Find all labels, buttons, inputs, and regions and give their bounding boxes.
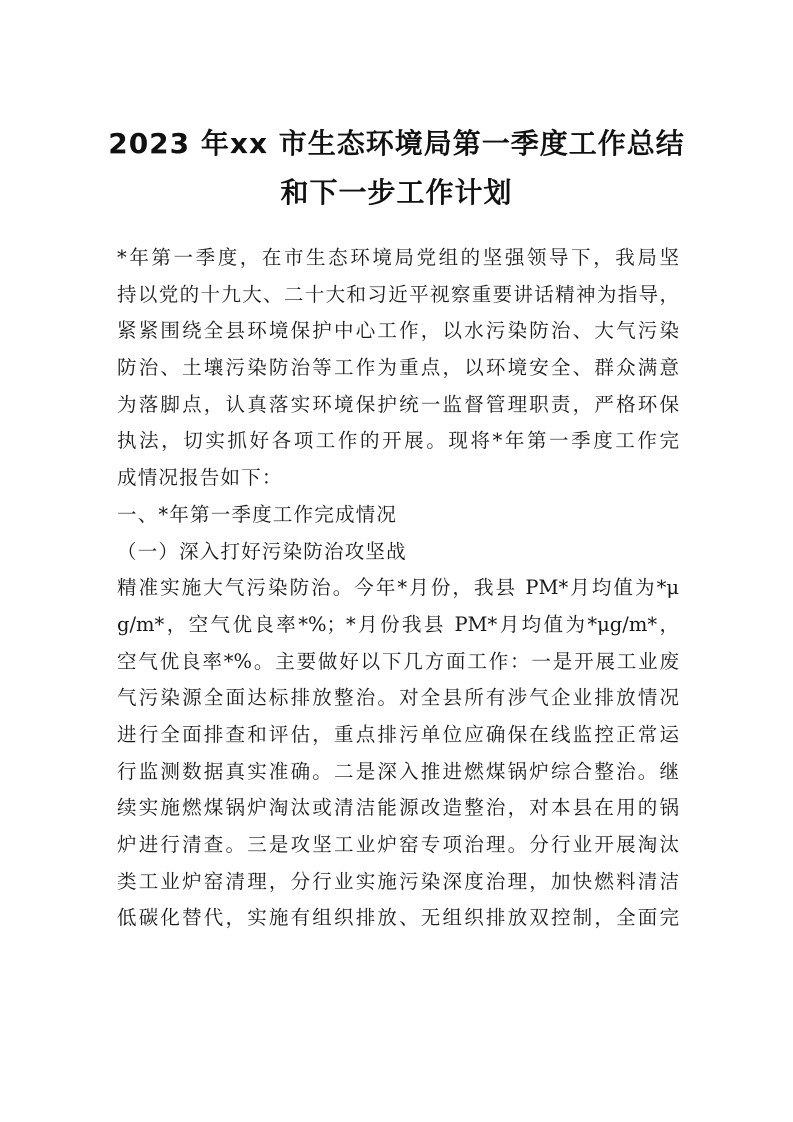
document-body [117,240,679,937]
body-line-14: 进行全面排查和评估，重点排污单位应确保在线监控正常运 [117,722,679,746]
body-line-11: g/m*，空气优良率*%；*月份我县 PM*月均值为*μg/m*， [117,612,679,636]
body-line-6: 执法，切实抓好各项工作的开展。现将*年第一季度工作完 [117,429,679,453]
document-title-line-1: 2023 年xx 市生态环境局第一季度工作总结 [108,127,685,160]
body-line-12: 空气优良率*%。主要做好以下几方面工作：一是开展工业废 [117,649,679,673]
body-line-15: 行监测数据真实准确。二是深入推进燃煤锅炉综合整治。继 [117,759,679,783]
subsection-heading-1: （一）深入打好污染防治攻坚战 [117,539,407,563]
body-line-3: 紧紧围绕全县环境保护中心工作，以水污染防治、大气污染 [117,319,679,343]
body-line-16: 续实施燃煤锅炉淘汰或清洁能源改造整治，对本县在用的锅 [117,796,679,820]
body-line-1: *年第一季度，在市生态环境局党组的坚强领导下，我局坚 [117,246,679,269]
document-title-line-2: 和下一步工作计划 [280,176,513,209]
body-line-2: 持以党的十九大、二十大和习近平视察重要讲话精神为指导， [117,282,679,306]
section-heading-1: 一、*年第一季度工作完成情况 [117,502,398,526]
body-line-5: 为落脚点，认真落实环境保护统一监督管理职责，严格环保 [117,392,679,416]
body-line-18: 类工业炉窑清理，分行业实施污染深度治理，加快燃料清洁 [117,869,679,893]
body-line-19: 低碳化替代，实施有组织排放、无组织排放双控制，全面完 [117,906,679,930]
body-line-7: 成情况报告如下： [117,466,283,490]
body-line-10: 精准实施大气污染防治。今年*月份，我县 PM*月均值为*μ [117,576,679,600]
body-line-4: 防治、土壤污染防治等工作为重点，以环境安全、群众满意 [117,356,679,380]
body-line-17: 炉进行清查。三是攻坚工业炉窑专项治理。分行业开展淘汰 [117,833,679,856]
body-line-13: 气污染源全面达标排放整治。对全县所有涉气企业排放情况 [117,686,679,710]
